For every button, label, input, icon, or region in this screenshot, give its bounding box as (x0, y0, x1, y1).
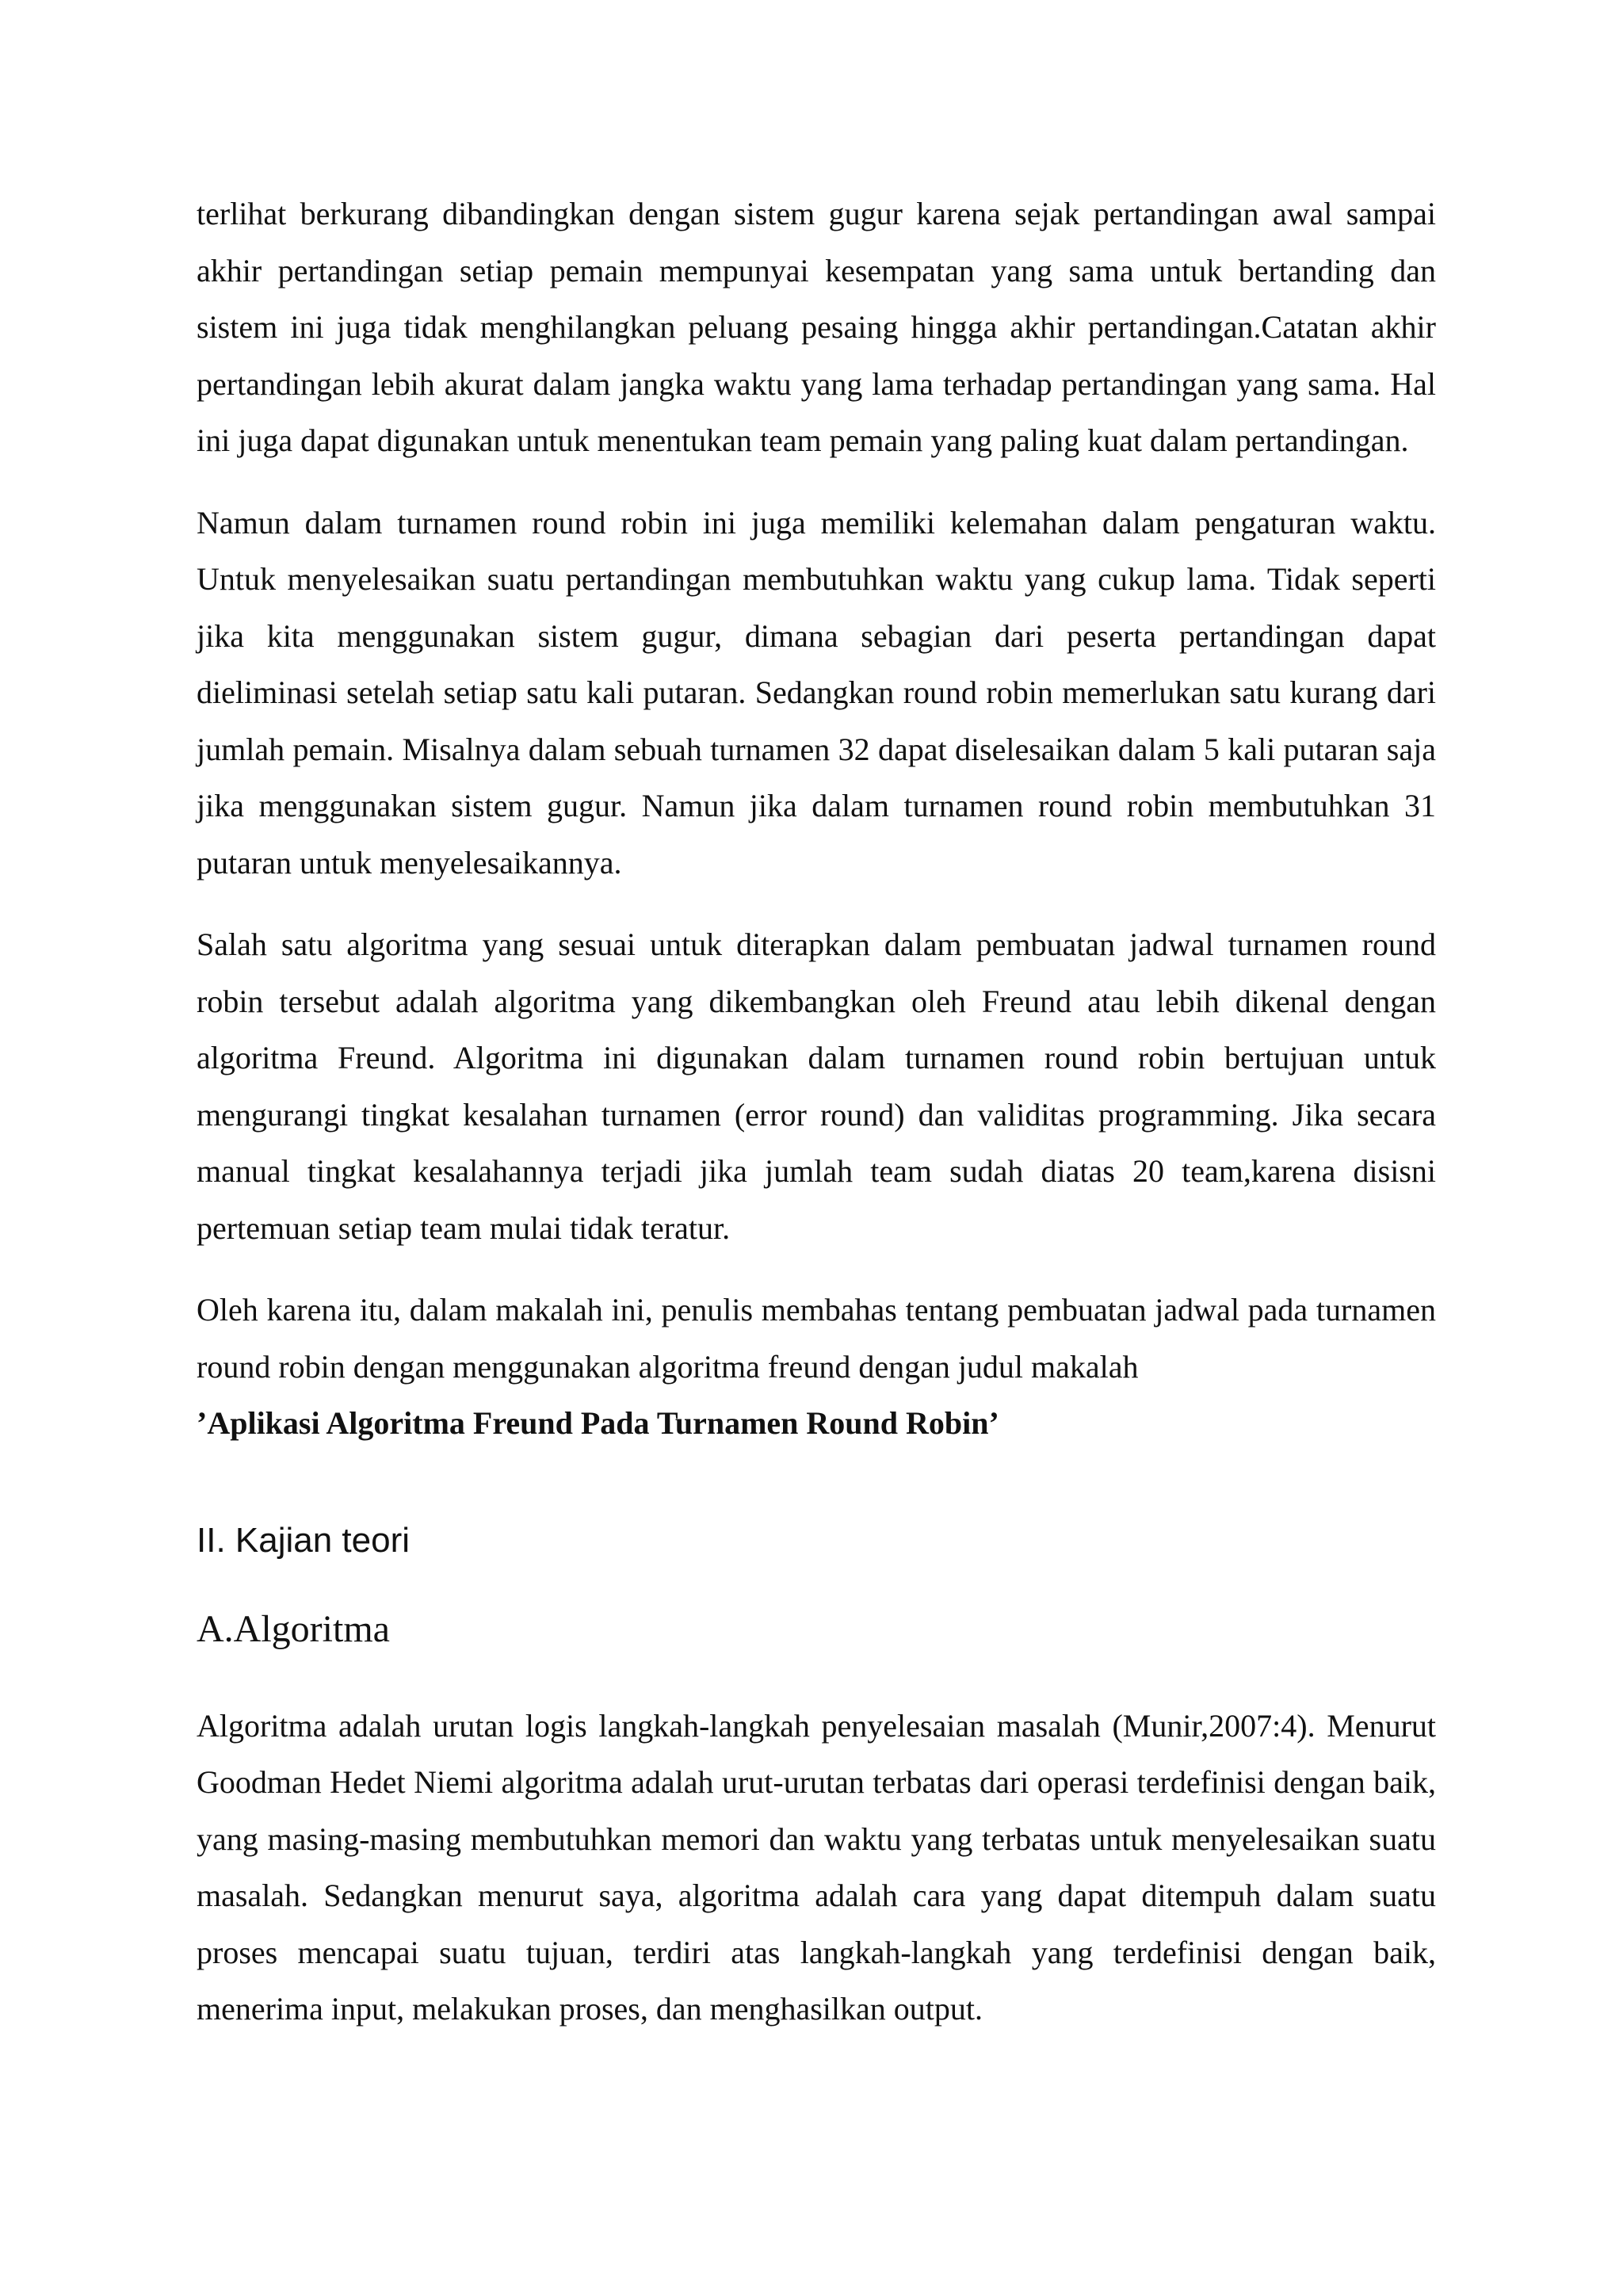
paragraph-2: Namun dalam turnamen round robin ini juga memiliki kelemahan dalam pengaturan waktu. Untuk menyelesaikan suatu pertandingan membutuhkan waktu yang cukup lama. Tidak seperti jika kita menggunakan sistem gugur, dimana sebagian dari peserta pertandingan dapat dieliminasi setelah setiap satu kali putaran. Sedangkan round robin memerlukan satu kurang dari jumlah pemain. Misalnya dalam sebuah turnamen 32 dapat diselesaikan dalam 5 kali putaran saja jika menggunakan sistem gugur. Namun jika dalam turnamen round robin membutuhkan 31 putaran untuk menyelesaikannya. (197, 504, 1436, 881)
paper-title-reference: ’Aplikasi Algoritma Freund Pada Turnamen Round Robin’ (197, 1405, 999, 1441)
section-heading: II. Kajian teori (197, 1520, 411, 1560)
paragraph-3: Salah satu algoritma yang sesuai untuk diterapkan dalam pembuatan jadwal turnamen round robin tersebut adalah algoritma yang dikembangkan oleh Freund atau lebih dikenal dengan algoritma Freund. Algoritma ini digunakan dalam turnamen round robin bertujuan untuk mengurangi tingkat kesalahan turnamen (error round) dan validitas programming. Jika secara manual tingkat kesalahannya terjadi jika jumlah team sudah diatas 20 team,karena disisni pertemuan setiap team mulai tidak teratur. (197, 926, 1436, 1246)
subsection-heading: A.Algoritma (197, 1607, 390, 1650)
paragraph-4 (197, 1282, 1436, 1452)
paragraph-5: Algoritma adalah urutan logis langkah-langkah penyelesaian masalah (Munir,2007:4). Menurut Goodman Hedet Niemi algoritma adalah urut-urutan terbatas dari operasi terdefinisi dengan baik, yang masing-masing membutuhkan memori dan waktu yang terbatas untuk menyelesaikan suatu masalah. Sedangkan menurut saya, algoritma adalah cara yang dapat ditempuh dalam suatu proses mencapai suatu tujuan, terdiri atas langkah-langkah yang terdefinisi dengan baik, menerima input, melakukan proses, dan menghasilkan output. (197, 1707, 1436, 2027)
paragraph-1: terlihat berkurang dibandingkan dengan sistem gugur karena sejak pertandingan awal sampai akhir pertandingan setiap pemain mempunyai kesempatan yang sama untuk bertanding dan sistem ini juga tidak menghilangkan peluang pesaing hingga akhir pertandingan.Catatan akhir pertandingan lebih akurat dalam jangka waktu yang lama terhadap pertandingan yang sama. Hal ini juga dapat digunakan untuk menentukan team pemain yang paling kuat dalam pertandingan. (197, 196, 1436, 458)
paragraph-4-text: Oleh karena itu, dalam makalah ini, penulis membahas tentang pembuatan jadwal pada turnamen round robin dengan menggunakan algoritma freund dengan judul makalah (197, 1292, 1436, 1385)
document-page (197, 185, 1436, 2063)
